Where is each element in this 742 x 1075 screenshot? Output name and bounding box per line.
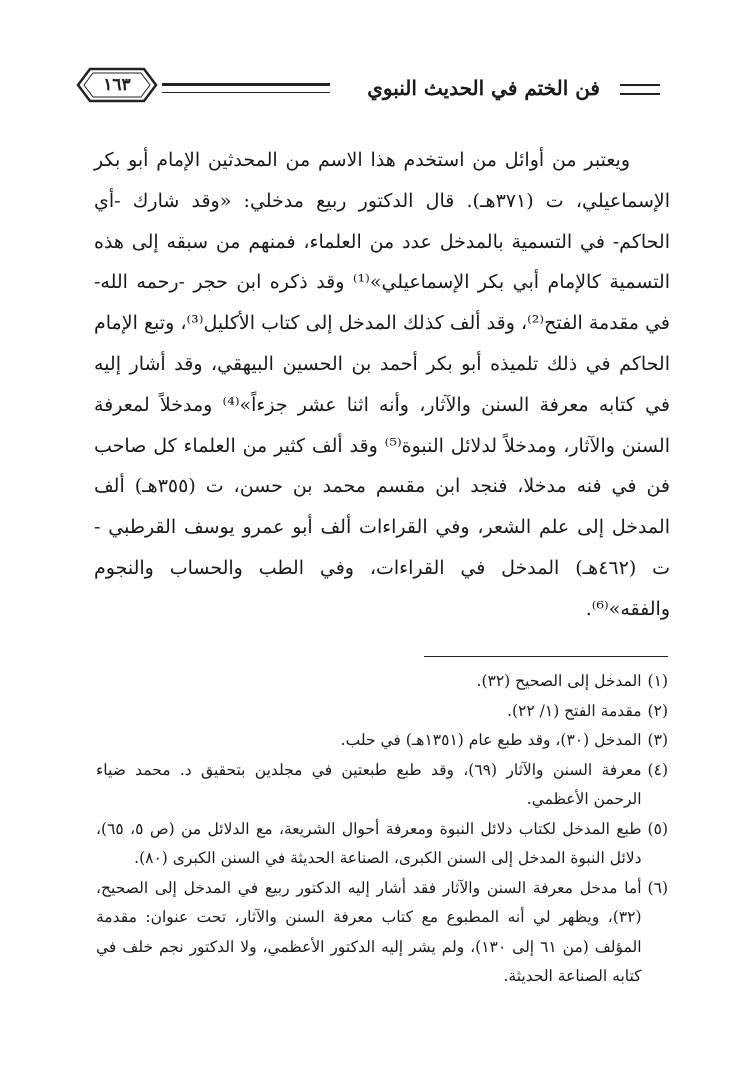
footnote-text: معرفة السنن والآثار (٦٩)، وقد طبع طبعتين في مجلدين بتحقيق د. محمد ضياء الرحمن الأعظمي. [96, 760, 642, 808]
footnote-number: (٢) [647, 701, 668, 720]
running-title: فن الختم في الحديث النبوي [367, 76, 600, 100]
footnote-1 [96, 667, 668, 697]
footnote-number: (٦) [647, 878, 668, 897]
footnote-number: (١) [647, 672, 668, 690]
page-number: ١٦٣ [103, 75, 131, 95]
footnote-3 [96, 726, 668, 756]
footnote-number: (٤) [647, 760, 668, 779]
footnotes [96, 667, 668, 992]
main-text [94, 140, 670, 630]
footnote-text: مقدمة الفتح (١/ ٢٢). [507, 701, 642, 720]
header-ornament-dash [620, 84, 660, 95]
footnote-text: أما مدخل معرفة السنن والآثار فقد أشار إليه الدكتور ربيع في المدخل إلى الصحيح، (٣٢)، ويظهر لي أنه المطبوع مع كتاب معرفة السنن والآثار، تحت عنوان: مقدمة المؤلف (من ٦١ إلى ١٣٠)، ولم يشر إليه الدكتور الأعظمي، ولا الدكتور نجم خلف في كتابه الصناعة الحديثة. [96, 878, 642, 985]
footnote-text: المدخل (٣٠)، وقد طبع عام (١٣٥١هـ) في حلب. [340, 731, 642, 749]
running-header [70, 66, 660, 112]
footnote-number: (٥) [647, 819, 668, 838]
footnote-5 [96, 815, 668, 874]
footnote-text: المدخل إلى الصحيح (٣٢). [476, 672, 642, 690]
footnote-text: طبع المدخل لكتاب دلائل النبوة ومعرفة أحوال الشريعة، مع الدلائل من (ص ٥، ٦٥)، دلائل النبوة المدخل إلى السنن الكبرى، الصناعة الحديثة في السنن الكبرى (٨٠). [96, 819, 642, 867]
header-rule [162, 83, 330, 93]
footnote-4 [96, 756, 668, 815]
page-number-frame [76, 66, 158, 104]
footnote-6 [96, 874, 668, 992]
body-paragraph: ويعتبر من أوائل من استخدم هذا الاسم من المحدثين الإمام أبو بكر الإسماعيلي، ت (٣٧١هـ). قال الدكتور ربيع مدخلي: «وقد شارك -أي الحاكم- في التسمية بالمدخل عدد من العلماء، فمنهم من سبقه إلى هذه التسمية كالإمام أبي بكر الإسماعيلي»⁽¹⁾ وقد ذكره ابن حجر -رحمه الله- في مقدمة الفتح⁽²⁾، وقد ألف كذلك المدخل إلى كتاب الأكليل⁽³⁾، وتبع الإمام الحاكم في ذلك تلميذه أبو بكر أحمد بن الحسين البيهقي، وقد أشار إليه في كتابه معرفة السنن والآثار، وأنه اثنا عشر جزءاً»⁽⁴⁾ ومدخلاً لمعرفة السنن والآثار، ومدخلاً لدلائل النبوة⁽⁵⁾ وقد ألف كثير من العلماء كل صاحب فن في فنه مدخلا، فنجد ابن مقسم محمد بن حسن، ت (٣٥٥هـ) ألف المدخل إلى علم الشعر، وفي القراءات ألف أبو عمرو يوسف القرطبي - ت (٤٦٢هـ) المدخل في القراءات، وفي الطب والحساب والنجوم والفقه»⁽⁶⁾. [94, 149, 671, 620]
footnote-2 [96, 697, 668, 727]
footnote-separator [424, 656, 668, 657]
footnote-number: (٣) [647, 731, 668, 749]
